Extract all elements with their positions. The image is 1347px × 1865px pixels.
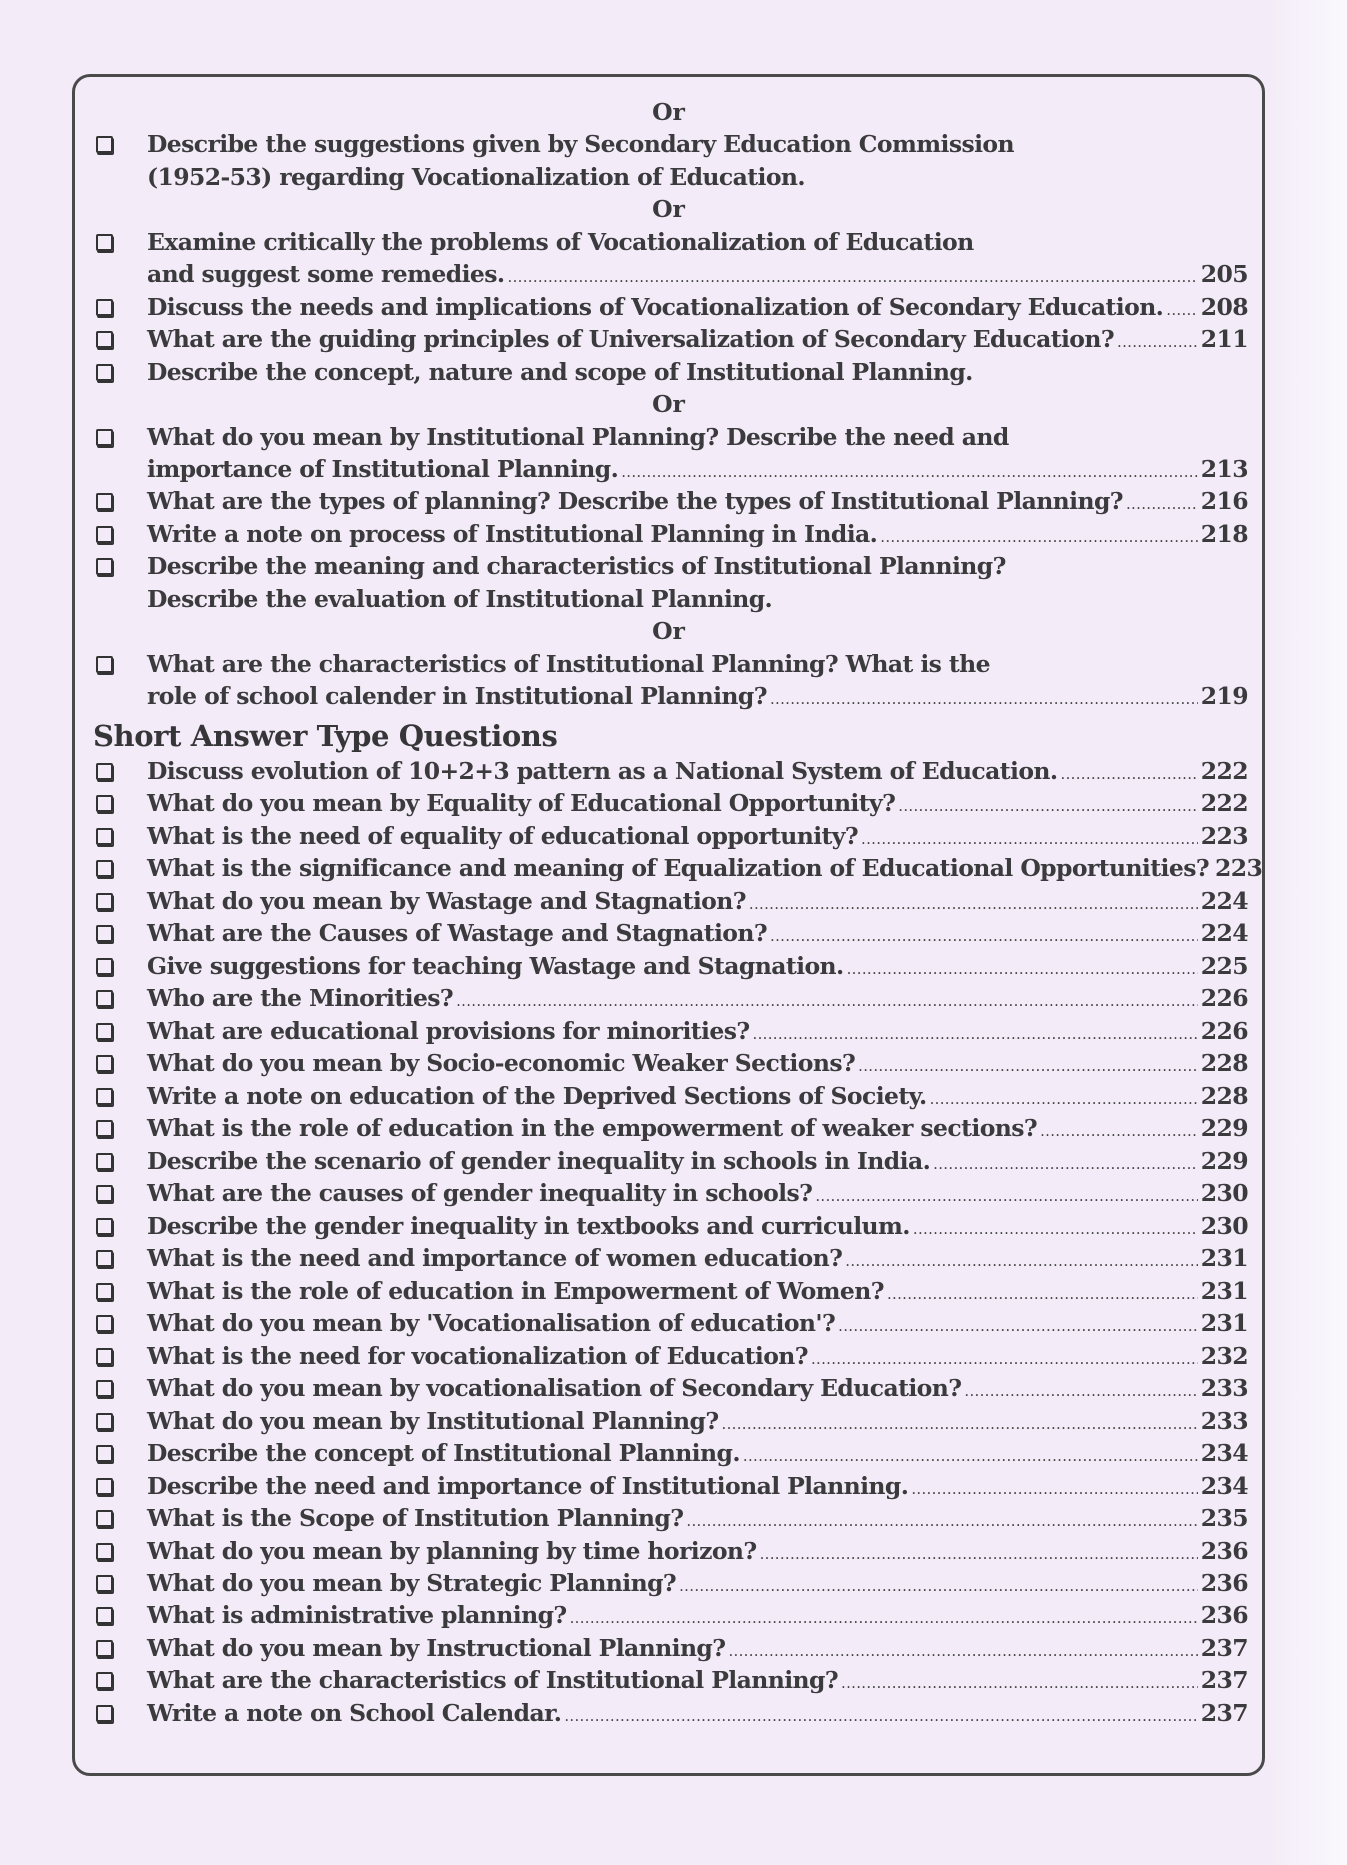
page-number: 216 (1200, 487, 1248, 516)
page-number: 231 (1200, 1244, 1248, 1273)
toc-entry-text: importance of Institutional Planning. (147, 454, 619, 483)
toc-entry-text: Who are the Minorities? (147, 984, 454, 1013)
toc-entry-text-wrap (147, 1502, 1248, 1537)
toc-entry-line (96, 1047, 1248, 1079)
toc-entry-text: Describe the evaluation of Institutional Planning. (147, 584, 773, 613)
page-number: 226 (1200, 984, 1248, 1013)
dot-leader (621, 453, 1198, 488)
page-number: 219 (1200, 682, 1248, 711)
checkbox-bullet-icon (96, 331, 113, 348)
checkbox-bullet-icon (96, 1250, 113, 1267)
toc-entry-text: What do you mean by Instructional Planning? (147, 1633, 726, 1662)
toc-entry-line (96, 1145, 1248, 1177)
dot-leader (1126, 485, 1198, 520)
dot-leader (911, 1470, 1197, 1505)
toc-entry-text: What do you mean by Wastage and Stagnation? (147, 886, 746, 915)
toc-entry-text: Describe the concept, nature and scope of Institutional Planning. (147, 357, 973, 386)
dot-leader (838, 1307, 1198, 1342)
checkbox-bullet-icon (96, 1413, 113, 1430)
toc-entry-text-wrap (147, 950, 1248, 985)
toc-entry-line (96, 550, 1248, 582)
dot-leader (861, 820, 1198, 855)
page-number: 222 (1200, 789, 1248, 818)
toc-entry-text: What do you mean by 'Vocationalisation of education'? (147, 1309, 836, 1338)
toc-entry-text-wrap (147, 1275, 1248, 1310)
toc-entry-text: Give suggestions for teaching Wastage and Stagnation. (147, 951, 844, 980)
toc-entry-text: What are the characteristics of Institutional Planning? (147, 1666, 839, 1695)
toc-entry-text-wrap (147, 1437, 1248, 1472)
toc-entry-text-wrap (147, 1470, 1248, 1505)
toc-entry-text: What do you mean by Equality of Educational Opportunity? (147, 789, 896, 818)
dot-leader (913, 1210, 1198, 1245)
dot-leader (858, 1047, 1198, 1082)
toc-entry-line (96, 917, 1248, 949)
checkbox-bullet-icon (96, 1218, 113, 1235)
toc-entry-text: What do you mean by Institutional Planning? Describe the need and (147, 422, 1009, 451)
toc-entry-text-wrap (147, 453, 1248, 488)
toc-entry-text-wrap (147, 917, 1248, 952)
toc-entry-line (96, 1275, 1248, 1307)
toc-entry-line (96, 1080, 1248, 1112)
toc-entry-text: What is the need for vocationalization of Education? (147, 1341, 808, 1370)
toc-entry-text: Describe the scenario of gender inequality in schools in India. (147, 1146, 931, 1175)
checkbox-bullet-icon (96, 364, 113, 381)
dot-leader (564, 1697, 1197, 1732)
toc-entry-text-wrap (147, 982, 1248, 1017)
toc-entry-line (96, 982, 1248, 1014)
page-number: 232 (1200, 1341, 1248, 1370)
toc-entry-line (96, 1340, 1248, 1372)
checkbox-bullet-icon (96, 1543, 113, 1560)
toc-entry-line (96, 161, 1248, 193)
checkbox-bullet-icon (96, 1055, 113, 1072)
page-number: 225 (1200, 951, 1248, 980)
toc-entry-text: (1952-53) regarding Vocationalization of Education. (147, 162, 805, 191)
checkbox-bullet-icon (96, 429, 113, 446)
toc-entry-line (96, 1242, 1248, 1274)
checkbox-bullet-icon (96, 526, 113, 543)
toc-entry-line (96, 1210, 1248, 1242)
checkbox-bullet-icon (96, 1283, 113, 1300)
toc-entry-text: What do you mean by planning by time horizon? (147, 1536, 757, 1565)
page-number: 230 (1200, 1179, 1248, 1208)
toc-entry-text-wrap (147, 1307, 1248, 1342)
toc-entry-text-wrap (147, 1372, 1248, 1407)
checkbox-bullet-icon (96, 1185, 113, 1202)
dot-leader (1117, 323, 1198, 358)
page-number: 223 (1215, 854, 1263, 883)
toc-entry-text: What do you mean by Institutional Planning? (147, 1406, 719, 1435)
toc-entry-text: What are the Causes of Wastage and Stagnation? (147, 919, 768, 948)
page-number: 233 (1200, 1374, 1248, 1403)
page-number: 236 (1200, 1601, 1248, 1630)
dot-leader (679, 1567, 1198, 1602)
toc-entry-text-wrap (147, 1015, 1248, 1050)
checkbox-bullet-icon (96, 828, 113, 845)
dot-leader (930, 1080, 1198, 1115)
toc-entry-text-wrap (147, 1047, 1248, 1082)
toc-entry-text-wrap (147, 128, 1248, 160)
checkbox-bullet-icon (96, 893, 113, 910)
toc-entry-text: What is the Scope of Institution Planning? (147, 1504, 684, 1533)
toc-entry-text: What is administrative planning? (147, 1601, 567, 1630)
dot-leader (964, 1372, 1197, 1407)
checkbox-bullet-icon (96, 1445, 113, 1462)
checkbox-bullet-icon (96, 493, 113, 510)
toc-entry-line (96, 648, 1248, 680)
page-edge-shadow (1267, 0, 1347, 1865)
toc-entry-text: What is the need and importance of women education? (147, 1244, 843, 1273)
toc-entry-line (96, 1599, 1248, 1631)
toc-entry-text: Examine critically the problems of Vocationalization of Education (147, 227, 974, 256)
toc-entry-line (96, 680, 1248, 712)
toc-entry-text-wrap (147, 820, 1248, 855)
dot-leader (722, 1405, 1198, 1440)
checkbox-bullet-icon (96, 1153, 113, 1170)
dot-leader (760, 1535, 1198, 1570)
dot-leader (1061, 755, 1198, 790)
toc-entry-text-wrap (147, 1632, 1248, 1667)
toc-entry-text-wrap (147, 1242, 1248, 1277)
section-heading-short-answer: Short Answer Type Questions (93, 719, 558, 753)
toc-entry-text-wrap (147, 518, 1248, 553)
checkbox-bullet-icon (96, 234, 113, 251)
toc-entry-text-wrap (147, 680, 1248, 715)
toc-entry-text-wrap (147, 1664, 1248, 1699)
toc-entry-text-wrap (147, 550, 1248, 582)
toc-entry-text: What are the causes of gender inequality in schools? (147, 1179, 813, 1208)
page-number: 208 (1200, 292, 1248, 321)
checkbox-bullet-icon (96, 925, 113, 942)
page-number: 237 (1200, 1698, 1248, 1727)
toc-entry-text-wrap (147, 648, 1248, 680)
toc-entry-line (96, 1015, 1248, 1047)
checkbox-bullet-icon (96, 136, 113, 153)
dot-leader (933, 1145, 1198, 1180)
toc-entry-text-wrap (147, 787, 1248, 822)
toc-entry-line (96, 1502, 1248, 1534)
toc-entry-text-wrap (147, 755, 1248, 790)
toc-entry-text: role of school calender in Institutional Planning? (147, 682, 767, 711)
toc-entry-line (96, 1372, 1248, 1404)
toc-entry-text: What are educational provisions for minorities? (147, 1016, 750, 1045)
page-number: 228 (1200, 1081, 1248, 1110)
toc-entry-line (96, 128, 1248, 160)
toc-entry-text-wrap (147, 1340, 1248, 1375)
dot-leader (508, 258, 1198, 293)
dot-leader (456, 982, 1198, 1017)
checkbox-bullet-icon (96, 1575, 113, 1592)
toc-entry-line (96, 755, 1248, 787)
toc-entry-text: and suggest some remedies. (147, 260, 505, 289)
dot-leader (743, 1437, 1198, 1472)
page-number: 205 (1200, 260, 1248, 289)
page-number: 211 (1200, 325, 1248, 354)
dot-leader (770, 680, 1198, 715)
toc-entry-text-wrap (147, 1080, 1248, 1115)
page-number: 234 (1200, 1471, 1248, 1500)
toc-entry-line (96, 787, 1248, 819)
toc-entry-text-wrap (147, 852, 1263, 887)
page-number: 228 (1200, 1049, 1248, 1078)
toc-entry-line (96, 950, 1248, 982)
page-number: 231 (1200, 1276, 1248, 1305)
page-number: 237 (1200, 1633, 1248, 1662)
toc-entry-line (96, 356, 1248, 388)
page-number: 233 (1200, 1406, 1248, 1435)
toc-entry-line (96, 518, 1248, 550)
toc-entry-text: Describe the gender inequality in textbooks and curriculum. (147, 1211, 910, 1240)
or-separator: Or (652, 195, 685, 224)
page-number: 229 (1200, 1146, 1248, 1175)
toc-entry-line (96, 1697, 1248, 1729)
page-number: 222 (1200, 757, 1248, 785)
page-number: 230 (1200, 1211, 1248, 1240)
checkbox-bullet-icon (96, 860, 113, 877)
page-number: 236 (1200, 1569, 1248, 1597)
toc-entry-line (96, 1632, 1248, 1664)
toc-entry-text: Describe the meaning and characteristics of Institutional Planning? (147, 552, 1006, 581)
toc-entry-line (96, 1437, 1248, 1469)
toc-entry-text: What do you mean by vocationalisation of Secondary Education? (147, 1374, 962, 1403)
dot-leader (845, 1242, 1197, 1277)
toc-entry-line (96, 1112, 1248, 1144)
checkbox-bullet-icon (96, 1120, 113, 1137)
toc-entry-line (96, 323, 1248, 355)
toc-entry-text: Write a note on School Calendar. (147, 1698, 562, 1727)
toc-entry-text: Describe the concept of Institutional Planning. (147, 1439, 740, 1468)
toc-entry-line (96, 852, 1263, 884)
toc-entry-text: Describe the suggestions given by Secondary Education Commission (147, 130, 1014, 159)
checkbox-bullet-icon (96, 1088, 113, 1105)
toc-entry-text-wrap (147, 583, 1248, 615)
page-number: 218 (1200, 519, 1248, 548)
toc-entry-text: What is the role of education in the empowerment of weaker sections? (147, 1114, 1038, 1143)
dot-leader (898, 787, 1197, 822)
toc-entry-text: Describe the need and importance of Institutional Planning. (147, 1471, 909, 1500)
or-separator: Or (652, 390, 685, 419)
checkbox-bullet-icon (96, 1607, 113, 1624)
toc-entry-text-wrap (147, 258, 1248, 293)
toc-entry-text-wrap (147, 1567, 1248, 1602)
toc-entry-text-wrap (147, 1405, 1248, 1440)
page-number: 237 (1200, 1666, 1248, 1695)
toc-entry-text-wrap (147, 161, 1248, 193)
checkbox-bullet-icon (96, 1023, 113, 1040)
dot-leader (1040, 1112, 1198, 1147)
toc-entry-line (96, 1307, 1248, 1339)
toc-entry-line (96, 885, 1248, 917)
toc-entry-text-wrap (147, 1697, 1248, 1732)
or-separator: Or (652, 98, 685, 126)
toc-entry-line (96, 291, 1248, 323)
toc-entry-text-wrap (147, 1210, 1248, 1245)
page-number: 226 (1200, 1016, 1248, 1045)
checkbox-bullet-icon (96, 558, 113, 575)
toc-entry-text-wrap (147, 323, 1248, 358)
toc-entry-line (96, 1567, 1248, 1599)
toc-entry-line (96, 258, 1248, 290)
page-number: 213 (1200, 454, 1248, 483)
toc-entry-line (96, 421, 1248, 453)
toc-entry-text: What are the characteristics of Institutional Planning? What is the (147, 649, 990, 678)
toc-entry-text-wrap (147, 485, 1248, 520)
toc-entry-line (96, 453, 1248, 485)
toc-entry-text-wrap (147, 885, 1248, 920)
toc-entry-text-wrap (147, 1535, 1248, 1570)
page-number: 224 (1200, 919, 1248, 948)
toc-entry-line (96, 1664, 1248, 1696)
checkbox-bullet-icon (96, 1315, 113, 1332)
checkbox-bullet-icon (96, 795, 113, 812)
toc-entry-line (96, 1470, 1248, 1502)
page-number: 236 (1200, 1536, 1248, 1565)
dot-leader (1166, 291, 1197, 326)
toc-entry-text: What are the guiding principles of Universalization of Secondary Education? (147, 325, 1115, 354)
page-number: 231 (1200, 1309, 1248, 1338)
checkbox-bullet-icon (96, 990, 113, 1007)
checkbox-bullet-icon (96, 656, 113, 673)
toc-entry-text: Discuss the needs and implications of Vocationalization of Secondary Education. (147, 292, 1164, 321)
page-number: 229 (1200, 1114, 1248, 1143)
dot-leader (841, 1664, 1198, 1699)
toc-entry-line (96, 226, 1248, 258)
toc-entry-text: What are the types of planning? Describe the types of Institutional Planning? (147, 487, 1123, 516)
checkbox-bullet-icon (96, 958, 113, 975)
dot-leader (887, 1275, 1198, 1310)
toc-entry-line (96, 1177, 1248, 1209)
page-number: 223 (1200, 821, 1248, 850)
dot-leader (880, 518, 1197, 553)
dot-leader (753, 1015, 1198, 1050)
toc-entry-text-wrap (147, 1145, 1248, 1180)
toc-entry-text-wrap (147, 291, 1248, 326)
dot-leader (815, 1177, 1197, 1212)
checkbox-bullet-icon (96, 763, 113, 780)
toc-entry-text-wrap (147, 356, 1248, 388)
toc-entry-line (96, 1405, 1248, 1437)
toc-entry-line (96, 485, 1248, 517)
toc-entry-text: What do you mean by Strategic Planning? (147, 1569, 677, 1597)
toc-entry-text: What is the role of education in Empowerment of Women? (147, 1276, 884, 1305)
checkbox-bullet-icon (96, 1380, 113, 1397)
toc-entry-text: What is the significance and meaning of Equalization of Educational Opportunities? (147, 854, 1209, 883)
toc-entry-line (96, 820, 1248, 852)
checkbox-bullet-icon (96, 1705, 113, 1722)
toc-entry-text: What is the need of equality of educational opportunity? (147, 821, 859, 850)
dot-leader (728, 1632, 1197, 1667)
toc-entry-text: Write a note on education of the Deprived Sections of Society. (147, 1081, 927, 1110)
toc-entry-text-wrap (147, 226, 1248, 258)
toc-entry-text-wrap (147, 1599, 1248, 1634)
checkbox-bullet-icon (96, 1640, 113, 1657)
toc-entry-text: Discuss evolution of 10+2+3 pattern as a National System of Education. (147, 757, 1058, 785)
toc-entry-text-wrap (147, 1177, 1248, 1212)
checkbox-bullet-icon (96, 1478, 113, 1495)
checkbox-bullet-icon (96, 1510, 113, 1527)
page-number: 224 (1200, 886, 1248, 915)
toc-entry-text-wrap (147, 421, 1248, 453)
toc-entry-text: What do you mean by Socio-economic Weaker Sections? (147, 1049, 856, 1078)
or-separator: Or (652, 617, 685, 646)
dot-leader (847, 950, 1198, 985)
toc-entry-line (96, 583, 1248, 615)
dot-leader (686, 1502, 1197, 1537)
page-number: 235 (1200, 1504, 1248, 1533)
toc-entry-text-wrap (147, 1112, 1248, 1147)
dot-leader (570, 1599, 1198, 1634)
checkbox-bullet-icon (96, 299, 113, 316)
toc-entry-text: Write a note on process of Institutional Planning in India. (147, 519, 878, 548)
checkbox-bullet-icon (96, 1348, 113, 1365)
toc-entry-line (96, 1535, 1248, 1567)
dot-leader (811, 1340, 1198, 1375)
dot-leader (749, 885, 1198, 920)
checkbox-bullet-icon (96, 1672, 113, 1689)
page-number: 234 (1200, 1439, 1248, 1468)
dot-leader (770, 917, 1198, 952)
